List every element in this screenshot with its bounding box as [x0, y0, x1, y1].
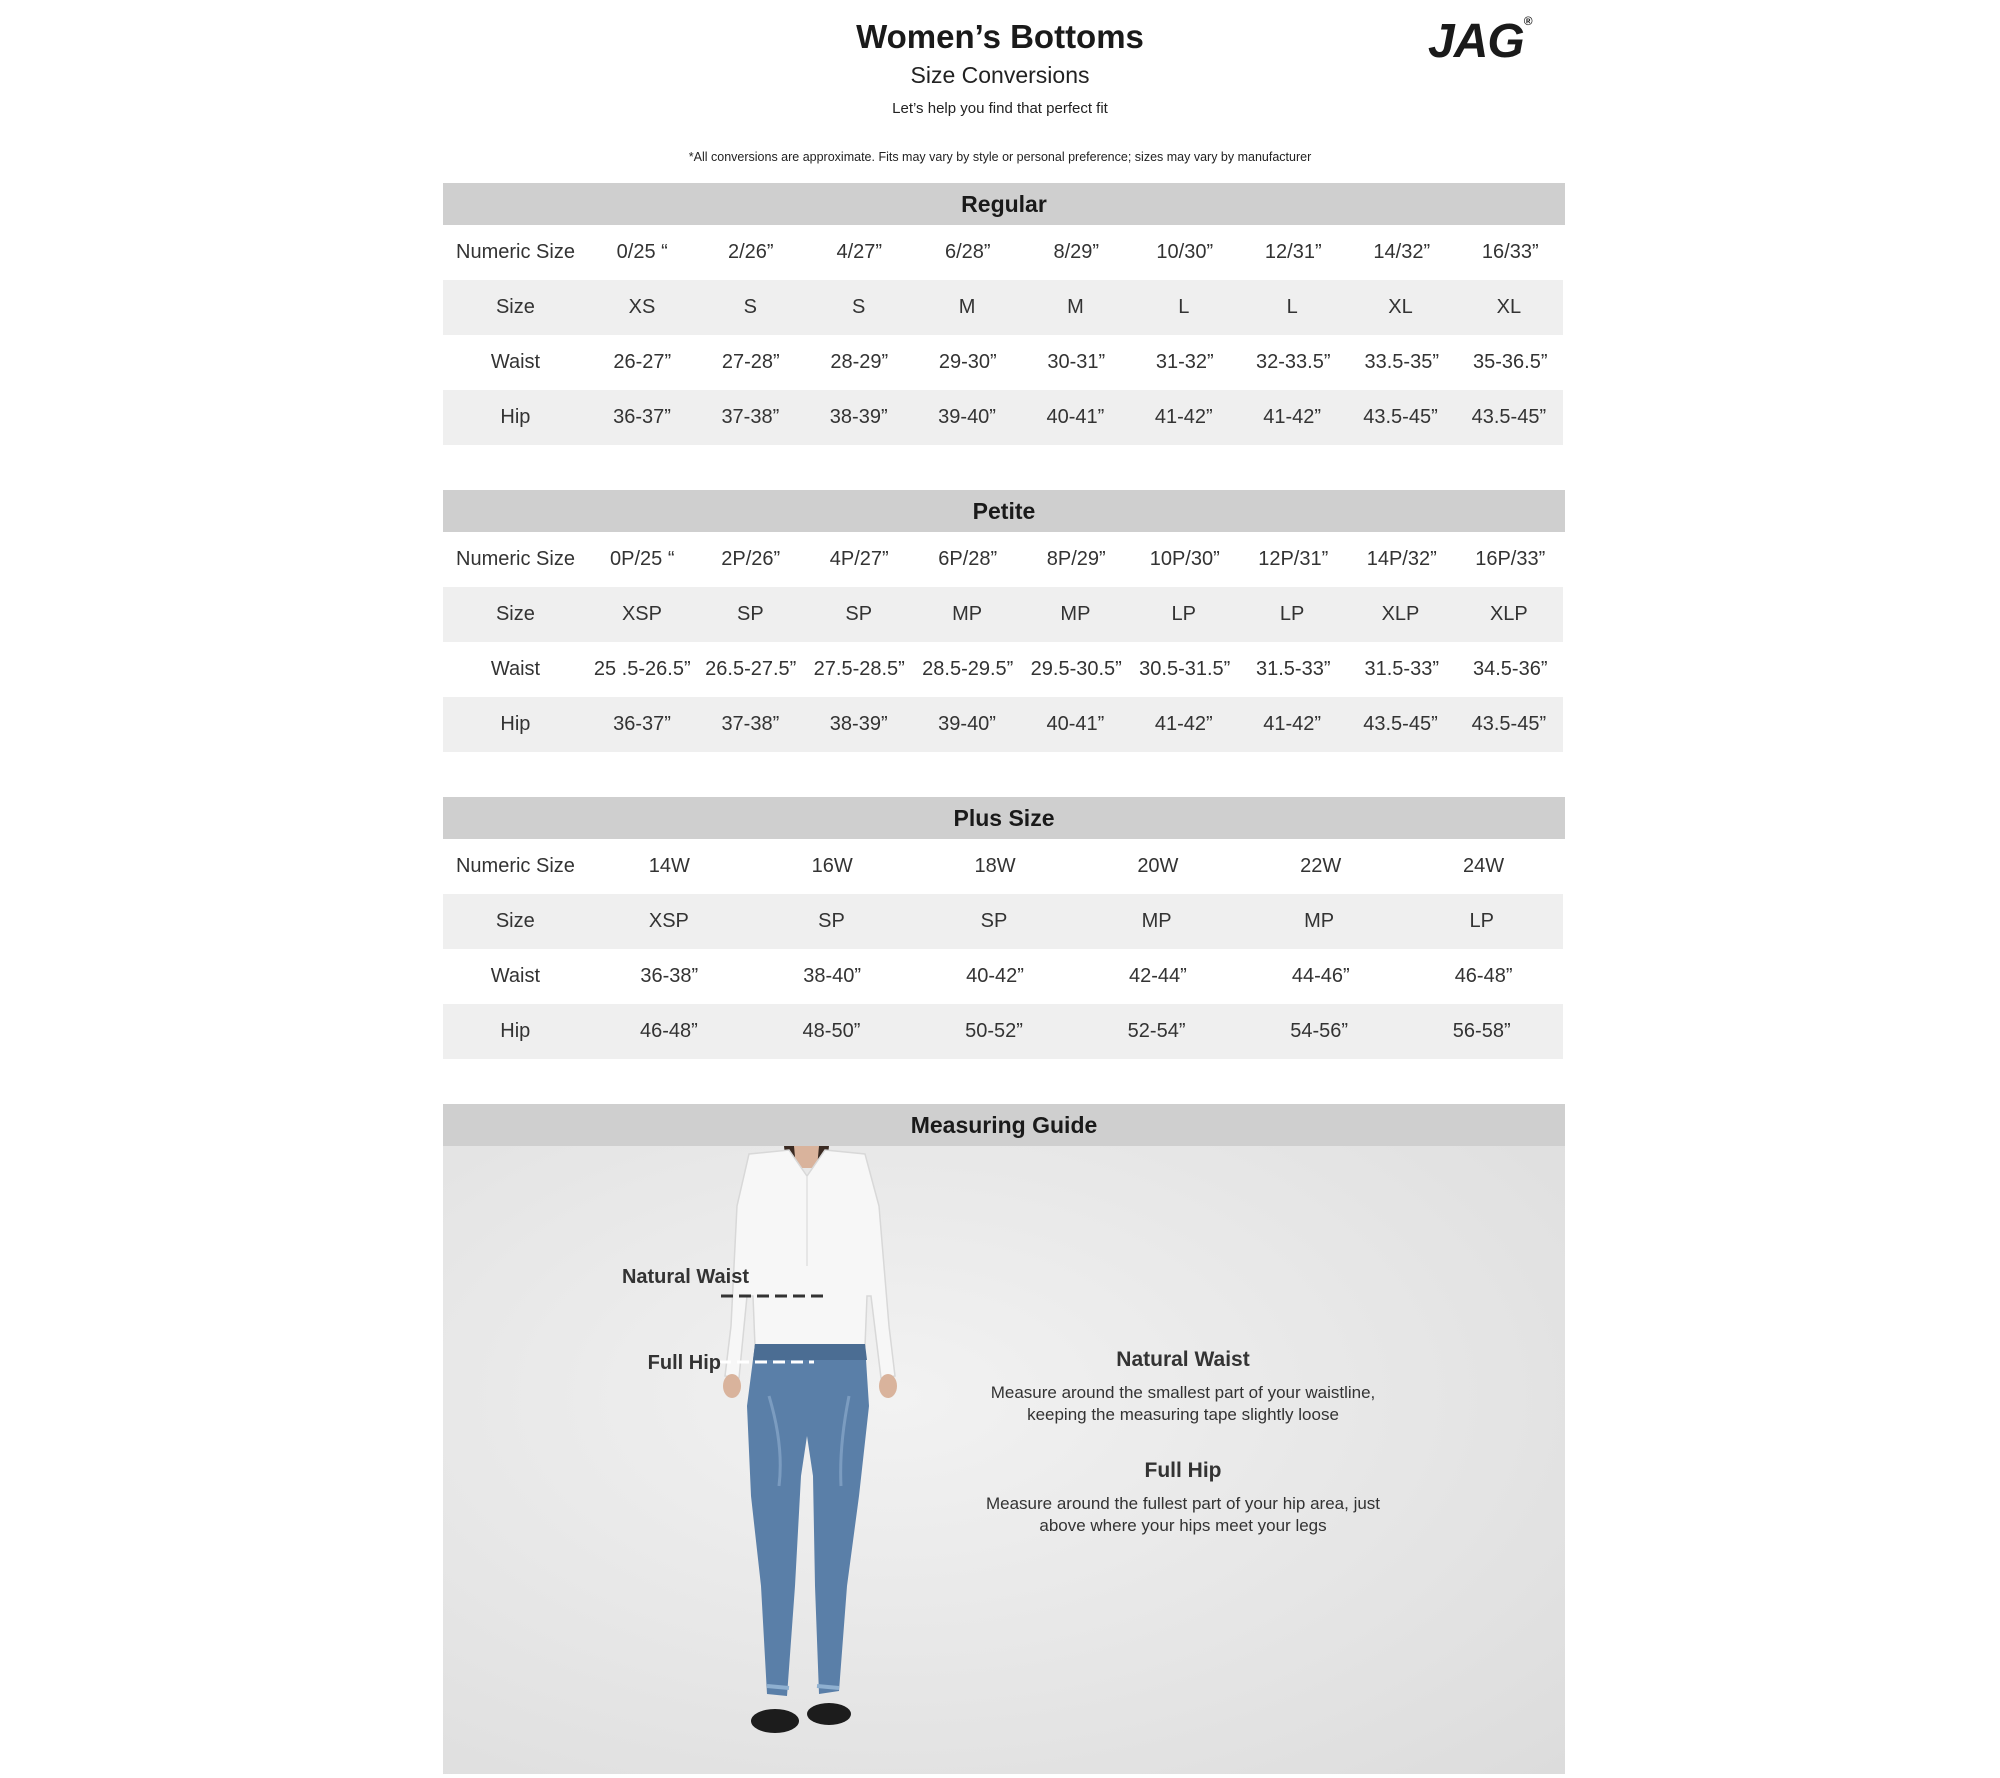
table-cell: 22W	[1300, 855, 1342, 877]
natural-waist-text: Measure around the smallest part of your waistline, keeping the measuring tape slightly loose	[990, 1383, 1376, 1424]
table-row	[443, 225, 1565, 280]
table-cell: 32-33.5”	[1256, 351, 1331, 373]
row-label: Size	[495, 296, 535, 318]
page-subtitle: Size Conversions	[910, 62, 1090, 88]
row-label: Hip	[500, 713, 531, 735]
table-cell: 4P/27”	[829, 548, 889, 570]
row-label: Waist	[490, 658, 541, 680]
table-cell: 43.5-45”	[1471, 713, 1547, 735]
full-hip-text: Measure around the fullest part of your hip area, just above where your hips meet your legs	[985, 1494, 1381, 1535]
row-label: Hip	[500, 406, 531, 428]
table-cell: 16W	[811, 855, 853, 877]
table-cell: 26.5-27.5”	[705, 658, 797, 680]
table-row	[443, 390, 1563, 445]
table-cell: L	[1178, 296, 1190, 318]
table-cell: MP	[952, 603, 983, 625]
petite-size-table	[443, 490, 1565, 752]
table-cell: 43.5-45”	[1363, 713, 1438, 735]
natural-waist-title: Natural Waist	[1116, 1348, 1250, 1371]
table-row	[443, 335, 1565, 390]
table-cell: 31.5-33”	[1256, 658, 1331, 680]
table-cell: 56-58”	[1452, 1020, 1511, 1042]
row-label: Waist	[490, 351, 541, 373]
regular-heading: Regular	[443, 183, 1565, 225]
table-cell: 27.5-28.5”	[813, 658, 905, 680]
natural-waist-description	[983, 1348, 1383, 1426]
table-cell: 14/32”	[1373, 241, 1431, 263]
table-row	[443, 532, 1565, 587]
table-cell: 14W	[648, 855, 690, 877]
table-cell: XLP	[1489, 603, 1528, 625]
table-cell: M	[1067, 296, 1084, 318]
table-cell: XSP	[621, 603, 662, 625]
plus-size-table	[443, 797, 1565, 1059]
table-cell: 48-50”	[802, 1020, 861, 1042]
table-cell: 41-42”	[1154, 713, 1213, 735]
table-cell: 4/27”	[836, 241, 883, 263]
row-label: Waist	[490, 965, 541, 987]
table-cell: 16P/33”	[1475, 548, 1546, 570]
disclaimer: *All conversions are approximate. Fits may vary by style or personal preference; sizes may vary by manufacturer	[688, 150, 1312, 164]
table-cell: XL	[1496, 296, 1522, 318]
row-label: Size	[495, 603, 535, 625]
table-cell: 50-52”	[965, 1020, 1023, 1042]
page-header	[0, 0, 2000, 175]
row-label: Numeric Size	[456, 241, 575, 263]
table-cell: 28-29”	[830, 351, 889, 373]
table-cell: 10P/30”	[1149, 548, 1220, 570]
table-cell: 39-40”	[938, 406, 996, 428]
table-row	[443, 839, 1565, 894]
row-label: Numeric Size	[456, 548, 575, 570]
full-hip-description	[983, 1459, 1383, 1537]
table-cell: 10/30”	[1156, 241, 1214, 263]
table-cell: XSP	[648, 910, 689, 932]
table-cell: S	[743, 296, 758, 318]
guide-heading: Measuring Guide	[443, 1104, 1565, 1146]
table-cell: 40-41”	[1046, 713, 1105, 735]
table-cell: 12P/31”	[1258, 548, 1329, 570]
table-cell: S	[852, 296, 866, 318]
table-cell: 40-42”	[966, 965, 1024, 987]
table-cell: 6P/28”	[938, 548, 998, 570]
table-row	[443, 697, 1563, 752]
table-cell: 36-38”	[640, 965, 699, 987]
row-label: Hip	[500, 1020, 531, 1042]
table-cell: 37-38”	[721, 713, 780, 735]
page-title: Women’s Bottoms	[856, 18, 1144, 55]
table-cell: LP	[1171, 603, 1197, 625]
table-cell: 20W	[1137, 855, 1179, 877]
table-cell: 27-28”	[721, 351, 780, 373]
table-cell: 31-32”	[1155, 351, 1214, 373]
table-cell: 30-31”	[1047, 351, 1106, 373]
table-row	[443, 642, 1565, 697]
table-cell: XS	[628, 296, 656, 318]
table-cell: M	[958, 296, 976, 318]
tagline: Let’s help you find that perfect fit	[892, 100, 1108, 117]
measuring-guide	[443, 1104, 1565, 1774]
table-cell: 30.5-31.5”	[1139, 658, 1231, 680]
brand-logo-text: JAG	[1428, 15, 1524, 68]
table-cell: LP	[1469, 910, 1494, 932]
table-cell: 2/26”	[727, 241, 774, 263]
row-label: Size	[495, 910, 535, 932]
table-cell: SP	[737, 603, 764, 625]
table-cell: L	[1286, 296, 1298, 318]
table-cell: 8P/29”	[1046, 548, 1106, 570]
table-cell: 25 .5-26.5”	[593, 658, 691, 680]
table-cell: 43.5-45”	[1471, 406, 1547, 428]
brand-logo	[1428, 14, 1532, 69]
full-hip-label: Full Hip	[647, 1352, 721, 1374]
table-cell: SP	[818, 910, 845, 932]
table-cell: SP	[845, 603, 873, 625]
table-cell: 36-37”	[613, 713, 671, 735]
table-cell: 16/33”	[1481, 241, 1539, 263]
full-hip-title: Full Hip	[1144, 1459, 1222, 1482]
table-cell: 41-42”	[1154, 406, 1213, 428]
table-cell: MP	[1304, 910, 1335, 932]
table-cell: LP	[1279, 603, 1305, 625]
table-cell: 29-30”	[938, 351, 997, 373]
table-cell: 28.5-29.5”	[922, 658, 1014, 680]
table-cell: 39-40”	[938, 713, 996, 735]
table-cell: 54-56”	[1290, 1020, 1349, 1042]
table-cell: 46-48”	[639, 1020, 698, 1042]
table-cell: 26-27”	[613, 351, 672, 373]
table-row	[443, 280, 1563, 335]
table-row	[443, 587, 1563, 642]
table-cell: 24W	[1463, 855, 1505, 877]
registered-mark: ®	[1523, 14, 1532, 28]
table-cell: MP	[1060, 603, 1091, 625]
model-figure-image	[689, 1146, 919, 1774]
regular-size-table	[443, 183, 1565, 445]
table-row	[443, 1004, 1563, 1059]
table-cell: 0/25 “	[616, 241, 668, 263]
table-row	[443, 894, 1563, 949]
table-cell: XLP	[1381, 603, 1420, 625]
table-cell: MP	[1141, 910, 1172, 932]
table-cell: 41-42”	[1263, 713, 1322, 735]
table-cell: 2P/26”	[721, 548, 781, 570]
table-cell: 12/31”	[1264, 241, 1322, 263]
plus-heading: Plus Size	[443, 797, 1565, 839]
table-row	[443, 949, 1565, 1004]
table-cell: 6/28”	[944, 241, 991, 263]
table-cell: 42-44”	[1128, 965, 1187, 987]
row-label: Numeric Size	[455, 855, 575, 877]
table-cell: 40-41”	[1046, 406, 1105, 428]
table-cell: SP	[980, 910, 1008, 932]
table-cell: 38-39”	[829, 406, 888, 428]
natural-waist-label: Natural Waist	[621, 1266, 749, 1288]
table-cell: XL	[1388, 296, 1413, 318]
table-cell: 36-37”	[613, 406, 671, 428]
table-cell: 8/29”	[1053, 241, 1100, 263]
petite-heading: Petite	[443, 490, 1565, 532]
table-cell: 41-42”	[1263, 406, 1322, 428]
table-cell: 14P/32”	[1366, 548, 1437, 570]
table-cell: 31.5-33”	[1364, 658, 1439, 680]
table-cell: 33.5-35”	[1364, 351, 1439, 373]
table-cell: 37-38”	[721, 406, 780, 428]
table-cell: 34.5-36”	[1473, 658, 1548, 680]
table-cell: 35-36.5”	[1473, 351, 1548, 373]
table-cell: 29.5-30.5”	[1030, 658, 1122, 680]
table-cell: 38-39”	[829, 713, 888, 735]
table-cell: 43.5-45”	[1363, 406, 1438, 428]
table-cell: 0P/25 “	[610, 548, 675, 570]
table-cell: 46-48”	[1454, 965, 1513, 987]
table-cell: 44-46”	[1291, 965, 1350, 987]
table-cell: 38-40”	[803, 965, 862, 987]
table-cell: 52-54”	[1127, 1020, 1186, 1042]
table-cell: 18W	[974, 855, 1016, 877]
